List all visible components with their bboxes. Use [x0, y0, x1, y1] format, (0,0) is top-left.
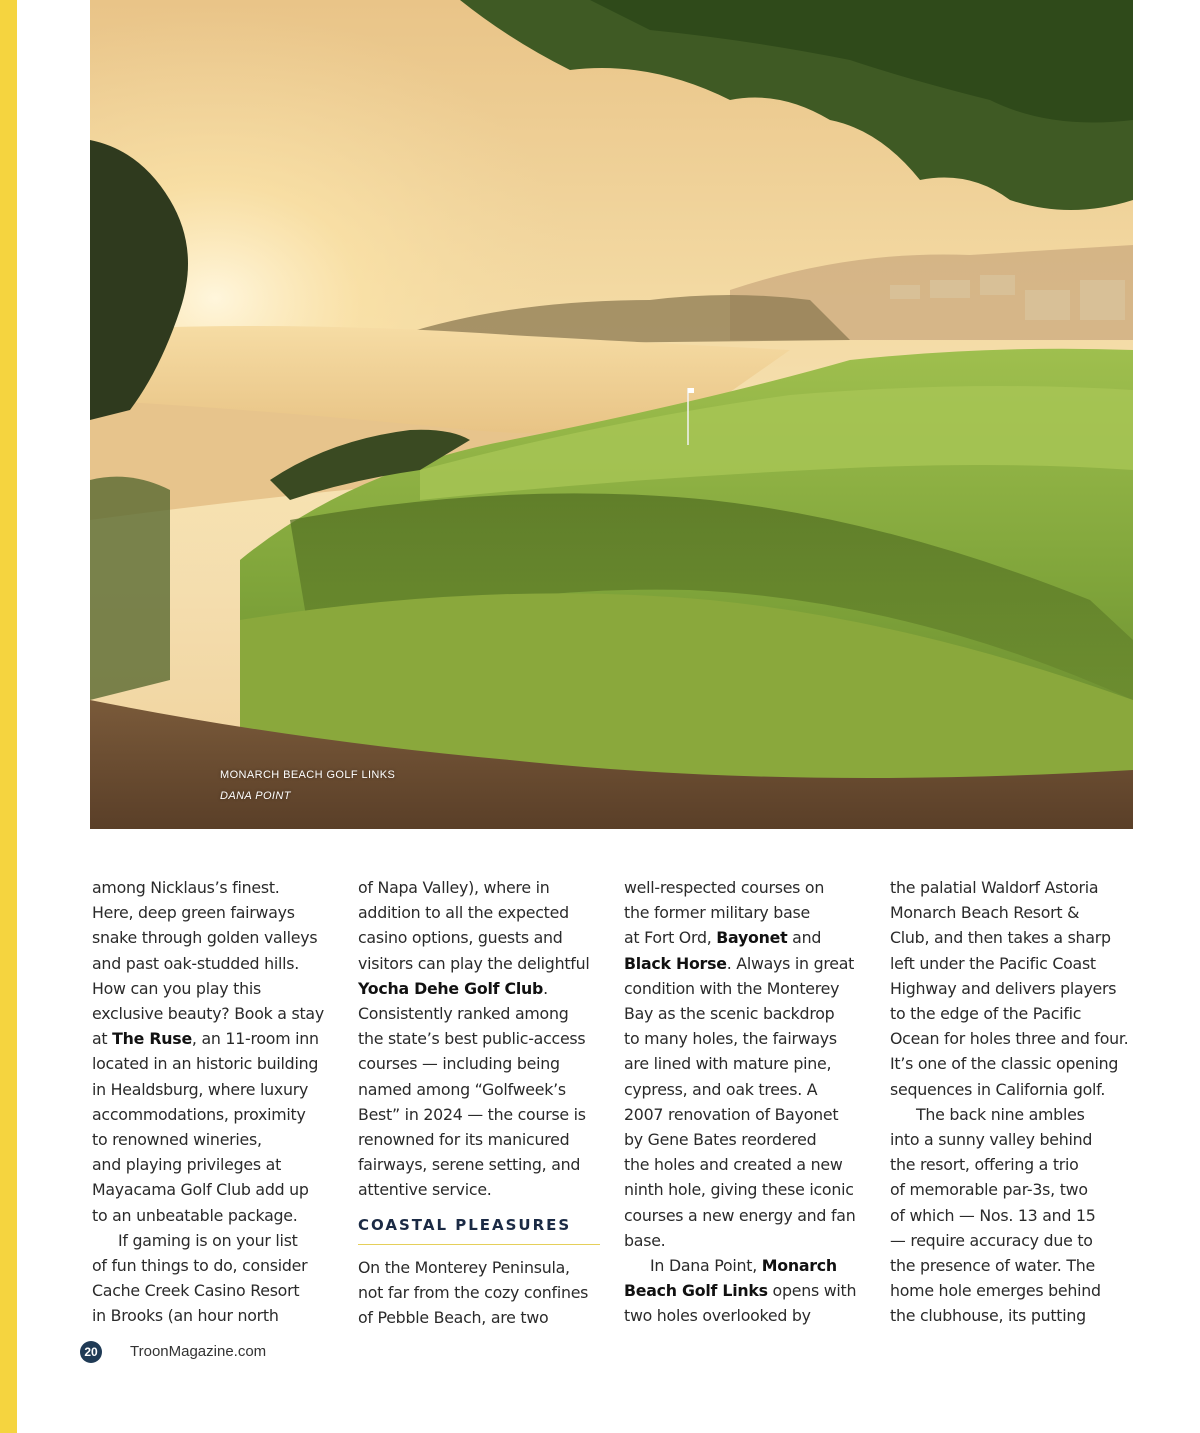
text-run: opens with: [767, 1281, 857, 1301]
text-run: and playing privileges at: [92, 1155, 282, 1175]
text-run: Highway and delivers players: [890, 978, 1117, 998]
text-run: at: [92, 1029, 113, 1049]
text-line: [358, 951, 608, 976]
text-line: [624, 1253, 874, 1278]
text-line: [92, 1102, 342, 1127]
text-line: [890, 1102, 1140, 1127]
text-line: [92, 925, 342, 950]
text-line: [92, 1278, 342, 1303]
text-run: left under the Pacific Coast: [890, 953, 1096, 973]
text-line: [92, 1203, 342, 1228]
text-line: [624, 1001, 874, 1026]
text-run: . Always in great: [726, 953, 855, 973]
text-run: courses a new energy and fan: [624, 1205, 856, 1225]
text-run: Monarch Beach Resort &: [890, 903, 1080, 923]
text-line: [358, 976, 608, 1001]
text-run: Mayacama Golf Club add up: [92, 1180, 309, 1200]
text-line: [890, 1152, 1140, 1177]
text-line: [624, 1051, 874, 1076]
text-line: [92, 1051, 342, 1076]
text-run: among Nicklaus’s finest.: [92, 878, 280, 897]
text-run: courses — including being: [358, 1054, 560, 1074]
text-line: [92, 1152, 342, 1177]
text-run: , an 11-room inn: [191, 1029, 319, 1049]
text-line: [358, 1255, 608, 1280]
text-line: [624, 1203, 874, 1228]
section-heading-coastal-pleasures: COASTAL PLEASURES: [358, 1203, 600, 1245]
text-run: the clubhouse, its putting: [890, 1306, 1086, 1326]
article-column-3: [624, 875, 874, 1329]
text-run: to renowned wineries,: [92, 1130, 262, 1150]
text-run: Best” in 2024 — the course is: [358, 1104, 586, 1124]
magazine-website-link[interactable]: TroonMagazine.com: [130, 1343, 267, 1360]
text-run: well-respected courses on: [624, 878, 825, 897]
text-line: [624, 1177, 874, 1202]
text-line: [890, 900, 1140, 925]
text-run: It’s one of the classic opening: [890, 1054, 1119, 1074]
text-run: by Gene Bates reordered: [624, 1130, 817, 1150]
text-line: [890, 1051, 1140, 1076]
text-run: In Dana Point,: [650, 1256, 762, 1276]
text-run: the palatial Waldorf Astoria: [890, 878, 1099, 897]
text-run: of memorable par-3s, two: [890, 1180, 1088, 1200]
text-line: [92, 976, 342, 1001]
caption-course-name: MONARCH BEACH GOLF LINKS: [220, 769, 396, 781]
text-run: in Brooks (an hour north: [92, 1306, 279, 1326]
text-line: [624, 900, 874, 925]
text-line: [92, 1077, 342, 1102]
text-line: [358, 1305, 608, 1330]
text-line: [890, 1303, 1140, 1328]
text-run: ninth hole, giving these iconic: [624, 1180, 854, 1200]
text-line: [890, 1026, 1140, 1051]
text-run: How can you play this: [92, 978, 261, 998]
caption-location: DANA POINT: [220, 790, 291, 802]
text-run: attentive service.: [358, 1180, 492, 1200]
text-run: addition to all the expected: [358, 903, 569, 923]
photo-caption: [220, 765, 395, 807]
text-line: [624, 1077, 874, 1102]
text-run: of fun things to do, consider: [92, 1256, 308, 1276]
yellow-edge-bar: [0, 0, 17, 1433]
text-line: [890, 1177, 1140, 1202]
text-line: [624, 1278, 874, 1303]
text-line: [890, 1228, 1140, 1253]
text-line: [890, 1278, 1140, 1303]
bold-course-name: Yocha Dehe Golf Club: [358, 978, 544, 998]
text-run: of which — Nos. 13 and 15: [890, 1205, 1096, 1225]
text-line: [92, 1177, 342, 1202]
text-run: condition with the Monterey: [624, 978, 840, 998]
text-run: the former military base: [624, 903, 810, 923]
text-line: [624, 1127, 874, 1152]
text-run: accommodations, proximity: [92, 1104, 306, 1124]
text-line: [92, 1228, 342, 1253]
text-line: [92, 1253, 342, 1278]
text-line: [624, 1152, 874, 1177]
bold-course-name: Black Horse: [624, 953, 727, 973]
text-line: [358, 1051, 608, 1076]
text-line: [358, 900, 608, 925]
text-run: The back nine ambles: [916, 1104, 1085, 1124]
text-run: two holes overlooked by: [624, 1306, 811, 1326]
text-run: located in an historic building: [92, 1054, 319, 1074]
bold-course-name: Monarch: [761, 1256, 837, 1276]
text-run: — require accuracy due to: [890, 1230, 1093, 1250]
text-line: [92, 1026, 342, 1051]
text-line: [890, 1001, 1140, 1026]
text-line: [624, 976, 874, 1001]
text-run: fairways, serene setting, and: [358, 1155, 581, 1175]
text-line: [92, 900, 342, 925]
text-run: Ocean for holes three and four.: [890, 1029, 1129, 1049]
text-line: [890, 1077, 1140, 1102]
text-line: [624, 951, 874, 976]
text-run: .: [543, 978, 548, 998]
text-line: [358, 1001, 608, 1026]
text-line: [624, 1303, 874, 1328]
text-line: [890, 875, 1140, 900]
text-run: not far from the cozy confines: [358, 1283, 589, 1303]
text-line: [890, 976, 1140, 1001]
text-line: [358, 1177, 608, 1202]
text-run: in Healdsburg, where luxury: [92, 1079, 309, 1099]
text-run: On the Monterey Peninsula,: [358, 1257, 570, 1277]
text-line: [92, 875, 342, 900]
bold-course-name: The Ruse: [112, 1029, 192, 1049]
text-run: to many holes, the fairways: [624, 1029, 837, 1049]
text-line: [890, 1253, 1140, 1278]
text-line: [890, 951, 1140, 976]
text-run: named among “Golfweek’s: [358, 1079, 566, 1099]
text-run: the resort, offering a trio: [890, 1155, 1079, 1175]
text-line: [358, 875, 608, 900]
text-line: [92, 1127, 342, 1152]
text-run: sequences in California golf.: [890, 1079, 1106, 1099]
text-run: and: [787, 928, 822, 948]
text-line: [624, 1102, 874, 1127]
text-run: renowned for its manicured: [358, 1130, 570, 1150]
bold-course-name: Beach Golf Links: [624, 1281, 768, 1301]
text-run: casino options, guests and: [358, 928, 563, 948]
text-line: [358, 1127, 608, 1152]
text-run: the holes and created a new: [624, 1155, 843, 1175]
text-line: [624, 925, 874, 950]
text-run: the presence of water. The: [890, 1256, 1095, 1276]
text-line: [92, 1001, 342, 1026]
text-run: to an unbeatable package.: [92, 1205, 298, 1225]
text-run: Club, and then takes a sharp: [890, 928, 1111, 948]
text-line: [890, 1127, 1140, 1152]
text-run: of Napa Valley), where in: [358, 878, 550, 897]
text-run: are lined with mature pine,: [624, 1054, 832, 1074]
golf-course-photo: [90, 0, 1133, 829]
column-2-after-heading: [358, 1255, 608, 1331]
text-run: base.: [624, 1230, 666, 1250]
text-line: [358, 1026, 608, 1051]
text-run: Consistently ranked among: [358, 1004, 569, 1024]
text-run: and past oak-studded hills.: [92, 953, 300, 973]
text-line: [358, 925, 608, 950]
text-run: to the edge of the Pacific: [890, 1004, 1082, 1024]
text-line: [358, 1102, 608, 1127]
text-line: [358, 1152, 608, 1177]
page-number-badge: 20: [80, 1341, 102, 1363]
text-run: If gaming is on your list: [118, 1230, 298, 1250]
text-run: exclusive beauty? Book a stay: [92, 1004, 324, 1024]
text-run: Bay as the scenic backdrop: [624, 1004, 835, 1024]
text-run: snake through golden valleys: [92, 928, 318, 948]
text-run: Here, deep green fairways: [92, 903, 295, 923]
text-run: home hole emerges behind: [890, 1281, 1101, 1301]
text-line: [358, 1280, 608, 1305]
text-line: [358, 1077, 608, 1102]
column-2-body: [358, 875, 608, 1203]
text-run: 2007 renovation of Bayonet: [624, 1104, 839, 1124]
bold-course-name: Bayonet: [716, 928, 788, 948]
text-line: [890, 925, 1140, 950]
text-line: [92, 1303, 342, 1328]
text-run: cypress, and oak trees. A: [624, 1079, 818, 1099]
text-line: [92, 951, 342, 976]
text-run: Cache Creek Casino Resort: [92, 1281, 300, 1301]
text-run: visitors can play the delightful: [358, 953, 590, 973]
text-line: [624, 1228, 874, 1253]
article-column-1: [92, 875, 342, 1329]
article-column-4: [890, 875, 1140, 1329]
text-run: into a sunny valley behind: [890, 1130, 1093, 1150]
text-line: [624, 875, 874, 900]
text-run: the state’s best public-access: [358, 1029, 586, 1049]
text-run: at Fort Ord,: [624, 928, 717, 948]
text-line: [624, 1026, 874, 1051]
text-run: of Pebble Beach, are two: [358, 1308, 549, 1328]
text-line: [890, 1203, 1140, 1228]
article-column-2: [358, 875, 608, 1330]
